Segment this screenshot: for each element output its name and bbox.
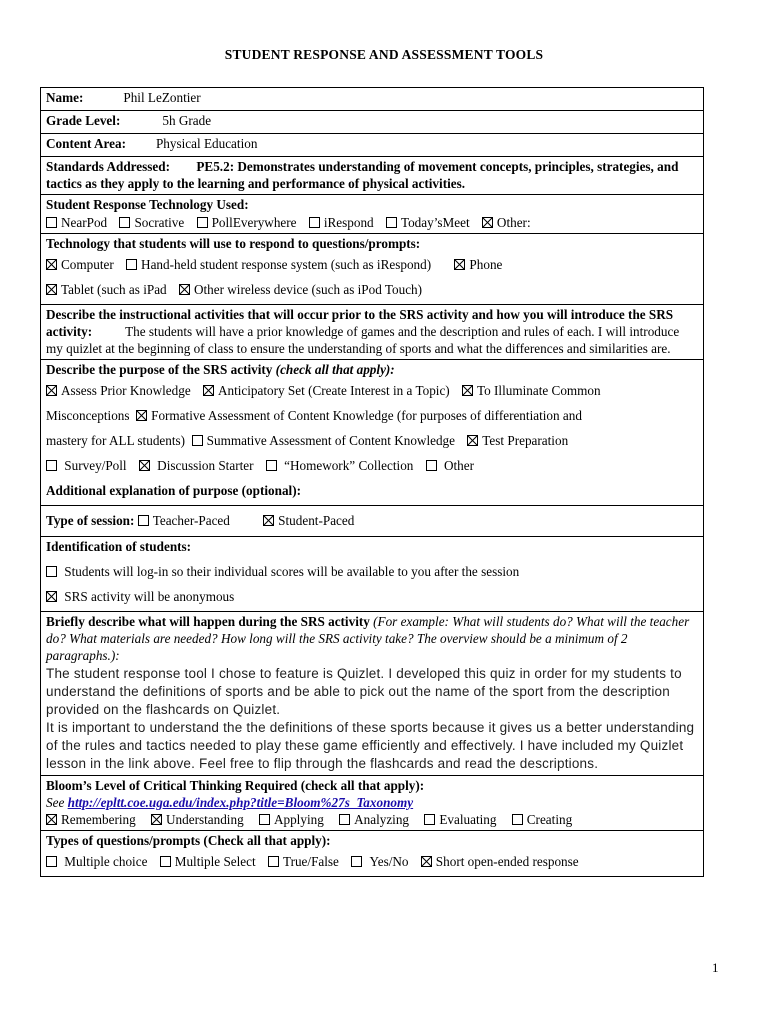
standards-row (41, 157, 704, 195)
test-prep-option[interactable]: Test Preparation (467, 428, 568, 453)
respond-tech-row (41, 234, 704, 305)
purpose-row (41, 360, 704, 506)
grade-row (41, 111, 704, 134)
phone-option[interactable]: Phone (454, 252, 502, 277)
blooms-taxonomy-link[interactable]: http://epltt.coe.uga.edu/index.php?title=Bloom%27s_Taxonomy (67, 795, 414, 810)
purpose-label: Describe the purpose of the SRS activity (46, 362, 273, 377)
handheld-checkbox[interactable] (126, 259, 137, 270)
instructional-text: The students will have a prior knowledge of games and the description and rules of each. I will introduce my quizlet at the beginning of class to ensure the understanding of sports and what the differences and similarities are. (46, 324, 680, 356)
question-types-label: Types of questions/prompts (Check all that apply): (46, 833, 331, 848)
evaluating-option[interactable]: Evaluating (424, 811, 496, 828)
applying-option[interactable]: Applying (259, 811, 324, 828)
mastery-text: mastery for ALL students) (46, 433, 186, 448)
tech-used-row (41, 195, 704, 234)
multiple-select-checkbox[interactable] (160, 856, 171, 867)
understanding-checkbox[interactable] (151, 814, 162, 825)
irespond-checkbox[interactable] (309, 217, 320, 228)
tech-other-option[interactable]: Other: (482, 214, 531, 231)
describe-paragraph-1: The student response tool I chose to feature is Quizlet. I developed this quiz in order for my students to understand the definitions of sports and be able to pick out the name of the sport from the description provided on the flashcards on Quizlet. (46, 666, 682, 717)
yes-no-checkbox[interactable] (351, 856, 362, 867)
phone-checkbox[interactable] (454, 259, 465, 270)
tablet-checkbox[interactable] (46, 284, 57, 295)
describe-hint: (For example: What will students do? What will the teacher do? What materials are needed? How long will the SRS activity take? The overview should be a minimum of 2 paragraphs.): (46, 614, 690, 663)
anticipatory-option[interactable]: Anticipatory Set (Create Interest in a Topic) (203, 378, 450, 403)
name-value: Phil LeZontier (123, 90, 201, 105)
evaluating-checkbox[interactable] (424, 814, 435, 825)
student-paced-checkbox[interactable] (263, 515, 274, 526)
instructional-row (41, 305, 704, 360)
tech-todaysmeet-option[interactable]: Today’sMeet (386, 214, 470, 231)
analyzing-option[interactable]: Analyzing (339, 811, 409, 828)
teacher-paced-option[interactable]: Teacher-Paced (138, 507, 230, 534)
wireless-option[interactable]: Other wireless device (such as iPod Touch) (179, 277, 422, 302)
blooms-label: Bloom’s Level of Critical Thinking Required (check all that apply): (46, 778, 425, 793)
illuminate-option[interactable]: To Illuminate Common (462, 378, 601, 403)
question-types-row (41, 831, 704, 877)
content-label: Content Area: (46, 136, 126, 151)
name-row (41, 88, 704, 111)
short-response-option[interactable]: Short open-ended response (421, 849, 579, 874)
identification-label: Identification of students: (46, 539, 192, 554)
discussion-option[interactable]: Discussion Starter (139, 453, 254, 478)
respond-tech-label: Technology that students will use to respond to questions/prompts: (46, 236, 421, 251)
grade-label: Grade Level: (46, 113, 121, 128)
survey-option[interactable]: Survey/Poll (46, 453, 127, 478)
student-paced-option[interactable]: Student-Paced (263, 507, 354, 534)
anticipatory-checkbox[interactable] (203, 385, 214, 396)
purpose-other-option[interactable]: Other (426, 453, 474, 478)
remembering-checkbox[interactable] (46, 814, 57, 825)
blooms-row (41, 776, 704, 831)
tech-used-label: Student Response Technology Used: (46, 197, 249, 212)
formative-option[interactable]: Formative Assessment of Content Knowledge (for purposes of differentiation and (136, 403, 582, 428)
nearpod-checkbox[interactable] (46, 217, 57, 228)
identification-row (41, 537, 704, 612)
tech-irespond-option[interactable]: iRespond (309, 214, 374, 231)
multiple-choice-option[interactable]: Multiple choice (46, 849, 147, 874)
short-response-checkbox[interactable] (421, 856, 432, 867)
homework-option[interactable]: “Homework” Collection (266, 453, 414, 478)
tablet-option[interactable]: Tablet (such as iPad (46, 277, 167, 302)
document-title: STUDENT RESPONSE AND ASSESSMENT TOOLS (224, 47, 544, 62)
describe-paragraph-2: It is important to understand the the definitions of these sports because it gives us a better understanding of the rules and tactics needed to play these game efficiently and effectively. I have included my Quizlet lesson in the link above. Feel free to flip through the flashcards and read the descriptions. (46, 720, 695, 771)
describe-row (41, 612, 704, 776)
socrative-checkbox[interactable] (119, 217, 130, 228)
test-prep-checkbox[interactable] (467, 435, 478, 446)
name-label: Name: (46, 90, 84, 105)
understanding-option[interactable]: Understanding (151, 811, 244, 828)
instructional-label: Describe the instructional activities that will occur prior to the SRS activity and how you will introduce the SRS activity: (46, 307, 674, 339)
formative-checkbox[interactable] (136, 410, 147, 421)
other-checkbox[interactable] (482, 217, 493, 228)
purpose-other-checkbox[interactable] (426, 460, 437, 471)
misconceptions-text: Misconceptions (46, 408, 130, 423)
true-false-checkbox[interactable] (268, 856, 279, 867)
anonymous-option[interactable]: SRS activity will be anonymous (46, 584, 234, 609)
anonymous-checkbox[interactable] (46, 591, 57, 602)
login-option[interactable]: Students will log-in so their individual scores will be available to you after the session (46, 559, 519, 584)
standards-value: PE5.2: Demonstrates understanding of movement concepts, principles, strategies, and tactics as they apply to the learning and performance of physical activities. (46, 159, 679, 191)
teacher-paced-checkbox[interactable] (138, 515, 149, 526)
content-value: Physical Education (155, 136, 258, 151)
todaysmeet-checkbox[interactable] (386, 217, 397, 228)
page-number: 1 (712, 960, 719, 975)
creating-option[interactable]: Creating (512, 811, 572, 828)
tech-socrative-option[interactable]: Socrative (119, 214, 184, 231)
wireless-checkbox[interactable] (179, 284, 190, 295)
session-row (41, 506, 704, 537)
session-label: Type of session: (46, 513, 135, 528)
homework-checkbox[interactable] (266, 460, 277, 471)
purpose-label-hint: (check all that apply): (275, 362, 395, 377)
blooms-see-text: See (46, 795, 65, 810)
applying-checkbox[interactable] (259, 814, 270, 825)
computer-checkbox[interactable] (46, 259, 57, 270)
summative-checkbox[interactable] (192, 435, 203, 446)
content-row (41, 134, 704, 157)
grade-value: 5h Grade (162, 113, 212, 128)
yes-no-option[interactable]: Yes/No (351, 849, 408, 874)
true-false-option[interactable]: True/False (268, 849, 339, 874)
login-checkbox[interactable] (46, 566, 57, 577)
tech-polleverywhere-option[interactable]: PollEverywhere (197, 214, 297, 231)
assessment-form-table (40, 87, 704, 877)
analyzing-checkbox[interactable] (339, 814, 350, 825)
describe-label: Briefly describe what will happen during the SRS activity (46, 614, 370, 629)
assess-prior-checkbox[interactable] (46, 385, 57, 396)
assess-prior-option[interactable]: Assess Prior Knowledge (46, 378, 191, 403)
polleverywhere-checkbox[interactable] (197, 217, 208, 228)
summative-option[interactable]: Summative Assessment of Content Knowledge (192, 428, 455, 453)
additional-explanation-label: Additional explanation of purpose (optional): (46, 483, 301, 498)
tech-nearpod-option[interactable]: NearPod (46, 214, 107, 231)
multiple-select-option[interactable]: Multiple Select (160, 849, 256, 874)
multiple-choice-checkbox[interactable] (46, 856, 57, 867)
illuminate-checkbox[interactable] (462, 385, 473, 396)
computer-option[interactable]: Computer (46, 252, 114, 277)
survey-checkbox[interactable] (46, 460, 57, 471)
remembering-option[interactable]: Remembering (46, 811, 136, 828)
standards-label: Standards Addressed: (46, 159, 170, 174)
handheld-option[interactable]: Hand-held student response system (such as iRespond) (126, 252, 431, 277)
creating-checkbox[interactable] (512, 814, 523, 825)
discussion-checkbox[interactable] (139, 460, 150, 471)
